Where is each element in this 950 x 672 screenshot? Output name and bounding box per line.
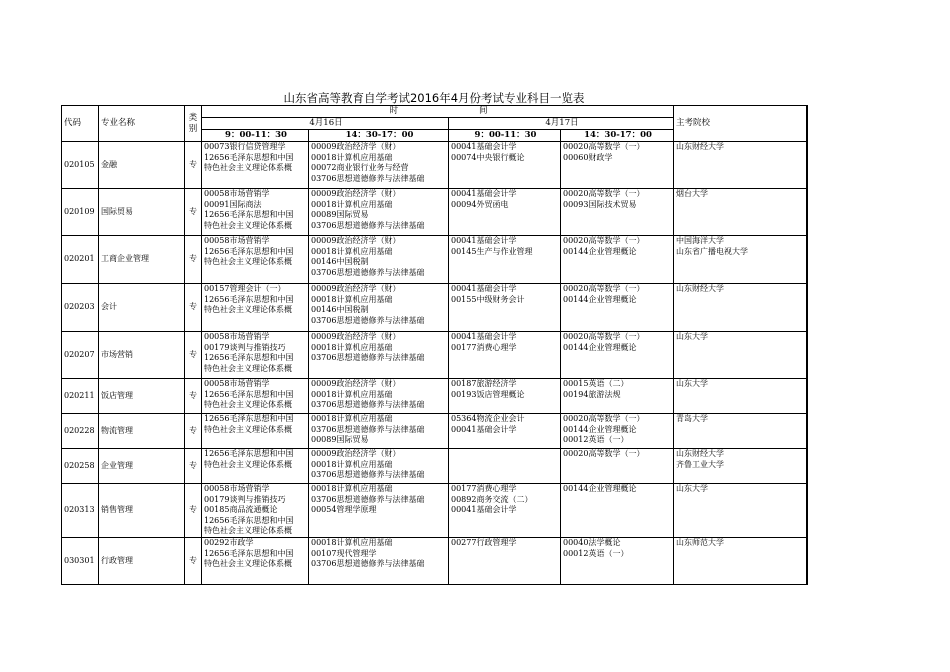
exam-subjects-d2pm xyxy=(561,189,674,236)
exam-subjects-d2am xyxy=(449,332,561,379)
exam-school xyxy=(674,538,807,585)
subject-entry: 03706思想道德修养与法律基础 xyxy=(311,220,425,230)
schedule-rows xyxy=(62,142,807,585)
cell-content xyxy=(563,449,673,483)
subject-entry: 00020高等数学（一） xyxy=(563,236,645,245)
subject-entry: 00018计算机应用基础 xyxy=(311,414,393,423)
subject-entry: 00018计算机应用基础 xyxy=(311,389,393,399)
cell-content xyxy=(204,189,308,235)
exam-subjects-d1am xyxy=(202,484,309,538)
major-code: 030301 xyxy=(62,538,99,585)
cell-content xyxy=(451,538,560,584)
subject-entry: 00018计算机应用基础 xyxy=(311,342,393,352)
subject-entry: 00144企业管理概论 xyxy=(563,484,637,493)
subject-entry: 00292市政学 xyxy=(204,538,254,547)
cell-content xyxy=(451,189,560,235)
header-time: 时 间 xyxy=(202,106,674,118)
cell-content xyxy=(563,538,673,584)
major-category: 专 xyxy=(185,379,202,414)
subject-entry: 00040法学概论 xyxy=(563,538,621,547)
exam-subjects-d2pm xyxy=(561,414,674,449)
exam-subjects-d2am xyxy=(449,284,561,332)
subject-entry: 00107现代管理学 xyxy=(311,548,377,558)
header-apr17-morning: 9：00-11：30 xyxy=(449,130,561,142)
exam-school xyxy=(674,142,807,189)
subject-entry: 00157管理会计（一） xyxy=(204,284,286,293)
subject-entry: 03706思想道德修养与法律基础 xyxy=(311,315,425,325)
subject-entry: 00194旅游法规 xyxy=(563,389,621,399)
school-name: 山东财经大学 xyxy=(676,142,724,151)
cell-content xyxy=(563,414,673,448)
subject-entry: 特色社会主义理论体系概 xyxy=(204,305,292,314)
subject-entry: 00155中级财务会计 xyxy=(451,294,525,304)
cell-content xyxy=(451,236,560,283)
header-apr16-morning: 9：00-11：30 xyxy=(202,130,309,142)
table-row xyxy=(62,332,807,379)
major-category: 专 xyxy=(185,538,202,585)
exam-school xyxy=(674,484,807,538)
subject-entry: 特色社会主义理论体系概 xyxy=(204,424,292,434)
school-name: 山东财经大学 xyxy=(676,284,724,293)
major-category: 专 xyxy=(185,189,202,236)
cell-content xyxy=(676,538,806,584)
exam-subjects-d1am xyxy=(202,449,309,484)
cell-content xyxy=(563,379,673,413)
subject-entry: 12656毛泽东思想和中国 xyxy=(204,353,294,362)
cell-content xyxy=(676,284,806,331)
exam-subjects-d1pm xyxy=(309,484,449,538)
subject-entry: 特色社会主义理论体系概 xyxy=(204,459,292,469)
cell-content xyxy=(563,189,673,235)
major-category: 专 xyxy=(185,284,202,332)
header-school: 主考院校 xyxy=(674,106,807,142)
exam-subjects-d2am xyxy=(449,414,561,449)
exam-subjects-d1am xyxy=(202,414,309,449)
major-name: 行政管理 xyxy=(99,538,185,585)
subject-entry: 00015英语（二） xyxy=(563,379,629,388)
subject-entry: 00009政治经济学（财） xyxy=(311,236,401,245)
subject-entry: 00193饭店管理概论 xyxy=(451,389,525,399)
subject-entry: 03706思想道德修养与法律基础 xyxy=(311,353,425,362)
table-row xyxy=(62,484,807,538)
exam-subjects-d2pm xyxy=(561,379,674,414)
subject-entry: 00018计算机应用基础 xyxy=(311,294,393,304)
subject-entry: 00073银行信贷管理学 xyxy=(204,142,286,151)
header-major-name: 专业名称 xyxy=(99,106,185,142)
subject-entry: 00074中央银行概论 xyxy=(451,152,525,162)
subject-entry: 00144企业管理概论 xyxy=(563,342,637,352)
subject-entry: 00179谈判与推销技巧 xyxy=(204,494,286,504)
subject-entry: 00091国际商法 xyxy=(204,199,262,209)
subject-entry: 00009政治经济学（财） xyxy=(311,142,401,151)
exam-subjects-d1pm xyxy=(309,414,449,449)
subject-entry: 12656毛泽东思想和中国 xyxy=(204,548,294,558)
school-name: 齐鲁工业大学 xyxy=(676,459,724,469)
exam-subjects-d1pm xyxy=(309,332,449,379)
subject-entry: 03706思想道德修养与法律基础 xyxy=(311,494,425,504)
subject-entry: 特色社会主义理论体系概 xyxy=(204,526,292,535)
cell-content xyxy=(204,414,308,448)
major-name: 市场营销 xyxy=(99,332,185,379)
subject-entry: 00041基础会计学 xyxy=(451,142,517,151)
subject-entry: 00058市场营销学 xyxy=(204,332,270,341)
subject-entry: 03706思想道德修养与法律基础 xyxy=(311,267,425,277)
cell-content xyxy=(676,189,806,235)
major-name: 国际贸易 xyxy=(99,189,185,236)
exam-subjects-d1pm xyxy=(309,538,449,585)
major-category: 专 xyxy=(185,414,202,449)
cell-content xyxy=(676,379,806,413)
school-name: 山东大学 xyxy=(676,379,708,388)
exam-subjects-d1am xyxy=(202,332,309,379)
subject-entry: 00018计算机应用基础 xyxy=(311,484,393,493)
cell-content xyxy=(204,142,308,188)
exam-subjects-d1pm xyxy=(309,142,449,189)
subject-entry: 03706思想道德修养与法律基础 xyxy=(311,400,425,409)
cell-content xyxy=(563,284,673,331)
school-name: 烟台大学 xyxy=(676,189,708,198)
major-code: 020313 xyxy=(62,484,99,538)
cell-content xyxy=(311,236,448,283)
cell-content xyxy=(204,332,308,378)
header-date-apr16: 4月16日 xyxy=(202,118,449,130)
exam-subjects-d2am xyxy=(449,236,561,284)
exam-subjects-d2pm xyxy=(561,538,674,585)
subject-entry: 特色社会主义理论体系概 xyxy=(204,363,292,373)
subject-entry: 00020高等数学（一） xyxy=(563,332,645,341)
subject-entry: 特色社会主义理论体系概 xyxy=(204,257,292,266)
cell-content xyxy=(451,284,560,331)
cell-content xyxy=(676,142,806,188)
cell-content xyxy=(451,332,560,378)
subject-entry: 00018计算机应用基础 xyxy=(311,538,393,547)
subject-entry: 00187旅游经济学 xyxy=(451,379,517,388)
subject-entry: 00009政治经济学（财） xyxy=(311,332,401,341)
cell-content xyxy=(204,236,308,283)
cell-content xyxy=(676,484,806,537)
header-apr16-afternoon: 14：30-17：00 xyxy=(309,130,449,142)
cell-content xyxy=(204,484,308,537)
cell-content xyxy=(563,332,673,378)
school-name: 青岛大学 xyxy=(676,414,708,423)
cell-content xyxy=(563,236,673,283)
exam-subjects-d1pm xyxy=(309,236,449,284)
subject-entry: 00089国际贸易 xyxy=(311,210,369,219)
exam-school xyxy=(674,236,807,284)
subject-entry: 03706思想道德修养与法律基础 xyxy=(311,470,425,479)
cell-content xyxy=(451,142,560,188)
subject-entry: 05364物流企业会计 xyxy=(451,414,525,423)
major-category: 专 xyxy=(185,449,202,484)
exam-subjects-d2pm xyxy=(561,284,674,332)
major-code: 020211 xyxy=(62,379,99,414)
table-row xyxy=(62,236,807,284)
cell-content xyxy=(204,538,308,584)
exam-school xyxy=(674,284,807,332)
subject-entry: 00041基础会计学 xyxy=(451,424,517,434)
exam-subjects-d1am xyxy=(202,284,309,332)
exam-subjects-d2am xyxy=(449,379,561,414)
subject-entry: 00012英语（一） xyxy=(563,435,629,444)
major-code: 020109 xyxy=(62,189,99,236)
major-name: 饭店管理 xyxy=(99,379,185,414)
subject-entry: 03706思想道德修养与法律基础 xyxy=(311,173,425,183)
major-name: 销售管理 xyxy=(99,484,185,538)
exam-school xyxy=(674,332,807,379)
subject-entry: 12656毛泽东思想和中国 xyxy=(204,246,294,256)
school-name: 山东省广播电视大学 xyxy=(676,246,748,256)
subject-entry: 特色社会主义理论体系概 xyxy=(204,163,292,172)
subject-entry: 00009政治经济学（财） xyxy=(311,284,401,293)
subject-entry: 00018计算机应用基础 xyxy=(311,199,393,209)
exam-subjects-d1am xyxy=(202,538,309,585)
subject-entry: 12656毛泽东思想和中国 xyxy=(204,515,294,525)
table-row xyxy=(62,449,807,484)
subject-entry: 12656毛泽东思想和中国 xyxy=(204,389,294,399)
cell-content xyxy=(676,414,806,448)
cell-content xyxy=(563,142,673,188)
cell-content xyxy=(676,236,806,283)
page-title: 山东省高等教育自学考试2016年4月份考试专业科目一览表 xyxy=(283,91,585,105)
major-name: 企业管理 xyxy=(99,449,185,484)
major-code: 020228 xyxy=(62,414,99,449)
subject-entry: 03706思想道德修养与法律基础 xyxy=(311,424,425,434)
major-name: 金融 xyxy=(99,142,185,189)
header-date-apr17: 4月17日 xyxy=(449,118,674,130)
subject-entry: 00185商品流通概论 xyxy=(204,505,278,514)
cell-content xyxy=(563,484,673,537)
exam-subjects-d1am xyxy=(202,189,309,236)
cell-content xyxy=(311,379,448,413)
subject-entry: 00020高等数学（一） xyxy=(563,449,645,458)
table-row xyxy=(62,142,807,189)
subject-entry: 00093国际技术贸易 xyxy=(563,199,637,209)
subject-entry: 00146中国税制 xyxy=(311,257,369,266)
cell-content xyxy=(451,414,560,448)
subject-entry: 特色社会主义理论体系概 xyxy=(204,220,292,230)
subject-entry: 00018计算机应用基础 xyxy=(311,152,393,162)
subject-entry: 12656毛泽东思想和中国 xyxy=(204,210,294,219)
cell-content xyxy=(451,449,560,483)
table-row xyxy=(62,414,807,449)
subject-entry: 特色社会主义理论体系概 xyxy=(204,559,292,568)
major-code: 020105 xyxy=(62,142,99,189)
exam-subjects-d1pm xyxy=(309,189,449,236)
school-name: 中国海洋大学 xyxy=(676,236,724,245)
exam-subjects-d2pm xyxy=(561,236,674,284)
subject-entry: 00145生产与作业管理 xyxy=(451,246,533,256)
cell-content xyxy=(451,484,560,537)
school-name: 山东大学 xyxy=(676,484,708,493)
subject-entry: 00041基础会计学 xyxy=(451,284,517,293)
cell-content xyxy=(204,449,308,483)
header-category-text: 类别 xyxy=(188,112,198,134)
major-code: 020207 xyxy=(62,332,99,379)
subject-entry: 00041基础会计学 xyxy=(451,505,517,514)
cell-content xyxy=(311,189,448,235)
subject-entry: 03706思想道德修养与法律基础 xyxy=(311,559,425,568)
cell-content xyxy=(311,414,448,448)
subject-entry: 00146中国税制 xyxy=(311,305,369,314)
exam-subjects-d1pm xyxy=(309,284,449,332)
subject-entry: 12656毛泽东思想和中国 xyxy=(204,294,294,304)
cell-content xyxy=(204,284,308,331)
exam-subjects-d2pm xyxy=(561,142,674,189)
subject-entry: 00054管理学原理 xyxy=(311,505,377,514)
subject-entry: 00018计算机应用基础 xyxy=(311,246,393,256)
exam-school xyxy=(674,379,807,414)
table-row xyxy=(62,538,807,585)
exam-school xyxy=(674,414,807,449)
header-code: 代码 xyxy=(62,106,99,142)
major-code: 020201 xyxy=(62,236,99,284)
exam-subjects-d1am xyxy=(202,379,309,414)
subject-entry: 特色社会主义理论体系概 xyxy=(204,400,292,409)
subject-entry: 00058市场营销学 xyxy=(204,484,270,493)
exam-subjects-d2am xyxy=(449,484,561,538)
subject-entry: 12656毛泽东思想和中国 xyxy=(204,414,294,423)
exam-subjects-d1am xyxy=(202,142,309,189)
major-name: 物流管理 xyxy=(99,414,185,449)
cell-content xyxy=(311,484,448,537)
subject-entry: 00020高等数学（一） xyxy=(563,414,645,423)
subject-entry: 00009政治经济学（财） xyxy=(311,189,401,198)
subject-entry: 00144企业管理概论 xyxy=(563,246,637,256)
cell-content xyxy=(676,449,806,483)
exam-subjects-d2pm xyxy=(561,449,674,484)
subject-entry: 00020高等数学（一） xyxy=(563,142,645,151)
school-name: 山东师范大学 xyxy=(676,538,724,547)
exam-subjects-d1am xyxy=(202,236,309,284)
subject-entry: 00058市场营销学 xyxy=(204,189,270,198)
major-name: 会计 xyxy=(99,284,185,332)
subject-entry: 00072商业银行业务与经营 xyxy=(311,163,409,172)
cell-content xyxy=(311,332,448,378)
subject-entry: 00041基础会计学 xyxy=(451,236,517,245)
table-row xyxy=(62,379,807,414)
table-row xyxy=(62,189,807,236)
header-apr17-afternoon: 14：30-17：00 xyxy=(561,130,674,142)
subject-entry: 00009政治经济学（财） xyxy=(311,449,401,458)
subject-entry: 00018计算机应用基础 xyxy=(311,459,393,469)
table-row xyxy=(62,284,807,332)
major-category: 专 xyxy=(185,332,202,379)
exam-subjects-d1pm xyxy=(309,449,449,484)
exam-subjects-d2am xyxy=(449,189,561,236)
major-name: 工商企业管理 xyxy=(99,236,185,284)
cell-content xyxy=(451,379,560,413)
exam-school xyxy=(674,449,807,484)
major-category: 专 xyxy=(185,484,202,538)
subject-entry: 00012英语（一） xyxy=(563,548,629,558)
exam-subjects-d2am xyxy=(449,538,561,585)
subject-entry: 00058市场营销学 xyxy=(204,379,270,388)
school-name: 山东大学 xyxy=(676,332,708,341)
subject-entry: 00177消费心理学 xyxy=(451,342,517,352)
major-category: 专 xyxy=(185,236,202,284)
major-code: 020203 xyxy=(62,284,99,332)
subject-entry: 00144企业管理概论 xyxy=(563,294,637,304)
subject-entry: 00177消费心理学 xyxy=(451,484,517,493)
subject-entry: 12656毛泽东思想和中国 xyxy=(204,152,294,162)
subject-entry: 00060财政学 xyxy=(563,152,613,162)
cell-content xyxy=(311,142,448,188)
cell-content xyxy=(676,332,806,378)
exam-subjects-d2pm xyxy=(561,484,674,538)
major-category: 专 xyxy=(185,142,202,189)
subject-entry: 00058市场营销学 xyxy=(204,236,270,245)
cell-content xyxy=(204,379,308,413)
subject-entry: 00892商务交流（二） xyxy=(451,494,533,504)
subject-entry: 00094外贸函电 xyxy=(451,199,509,209)
header-category xyxy=(185,106,202,142)
exam-school xyxy=(674,189,807,236)
subject-entry: 12656毛泽东思想和中国 xyxy=(204,449,294,458)
cell-content xyxy=(311,449,448,483)
exam-subjects-d2am xyxy=(449,449,561,484)
subject-entry: 00020高等数学（一） xyxy=(563,284,645,293)
cell-content xyxy=(311,538,448,584)
exam-schedule-table xyxy=(61,105,808,585)
exam-subjects-d2pm xyxy=(561,332,674,379)
subject-entry: 00041基础会计学 xyxy=(451,189,517,198)
major-code: 020258 xyxy=(62,449,99,484)
subject-entry: 00041基础会计学 xyxy=(451,332,517,341)
subject-entry: 00020高等数学（一） xyxy=(563,189,645,198)
subject-entry: 00179谈判与推销技巧 xyxy=(204,342,286,352)
school-name: 山东财经大学 xyxy=(676,449,724,458)
exam-subjects-d1pm xyxy=(309,379,449,414)
subject-entry: 00277行政管理学 xyxy=(451,538,517,547)
subject-entry: 00144企业管理概论 xyxy=(563,424,637,434)
subject-entry: 00089国际贸易 xyxy=(311,435,369,444)
subject-entry: 00009政治经济学（财） xyxy=(311,379,401,388)
exam-subjects-d2am xyxy=(449,142,561,189)
cell-content xyxy=(311,284,448,331)
